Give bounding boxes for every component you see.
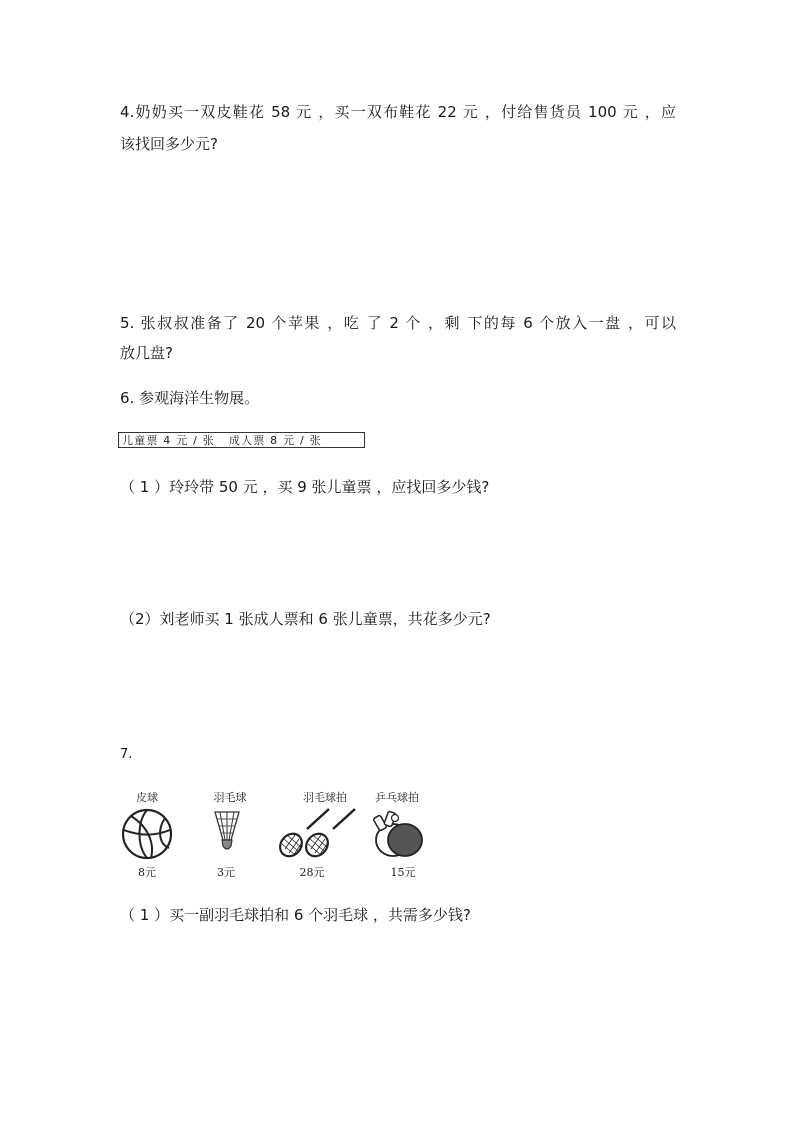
item-price-ball: 8元 bbox=[138, 866, 156, 879]
child-ticket-price: 儿童票 4 元 / 张 bbox=[122, 434, 215, 447]
shuttlecock-icon bbox=[210, 810, 244, 854]
question-5-line-1: 5. 张叔叔准备了 20 个苹果 ，吃 了 2 个 ，剩 下的每 6 个放入一盘 ，可以 bbox=[120, 314, 676, 332]
question-6-part-2: （2）刘老师买 1 张成人票和 6 张儿童票，共花多少元? bbox=[120, 610, 491, 628]
adult-ticket-price: 成人票 8 元 / 张 bbox=[228, 434, 322, 447]
question-4-line-2: 该找回多少元? bbox=[120, 135, 218, 153]
item-price-pingpong-paddle: 15元 bbox=[390, 866, 416, 879]
question-5-line-2: 放几盘? bbox=[120, 344, 173, 362]
question-7-part-1: （ 1 ）买一副羽毛球拍和 6 个羽毛球 ，共需多少钱? bbox=[120, 906, 471, 924]
item-price-badminton-racket: 28元 bbox=[299, 866, 325, 879]
ticket-price-box bbox=[118, 432, 365, 448]
item-name-ball: 皮球 bbox=[136, 791, 158, 804]
basketball-icon bbox=[121, 808, 173, 860]
item-name-shuttlecock: 羽毛球 bbox=[213, 791, 247, 804]
item-name-pingpong-paddle: 乒乓球拍 bbox=[375, 791, 419, 804]
question-7-title: 7. bbox=[120, 747, 133, 762]
item-name-badminton-racket: 羽毛球拍 bbox=[303, 791, 347, 804]
question-4-line-1: 4.奶奶买一双皮鞋花 58 元 ，买一双布鞋花 22 元 ，付给售货员 100 元 ，应 bbox=[120, 103, 676, 121]
pingpong-paddles-icon bbox=[373, 810, 425, 858]
badminton-rackets-icon bbox=[277, 807, 357, 859]
item-price-shuttlecock: 3元 bbox=[217, 866, 235, 879]
question-6-title: 6. 参观海洋生物展。 bbox=[120, 389, 260, 407]
question-6-part-1: （ 1 ）玲玲带 50 元 ，买 9 张儿童票 ，应找回多少钱? bbox=[120, 478, 490, 496]
